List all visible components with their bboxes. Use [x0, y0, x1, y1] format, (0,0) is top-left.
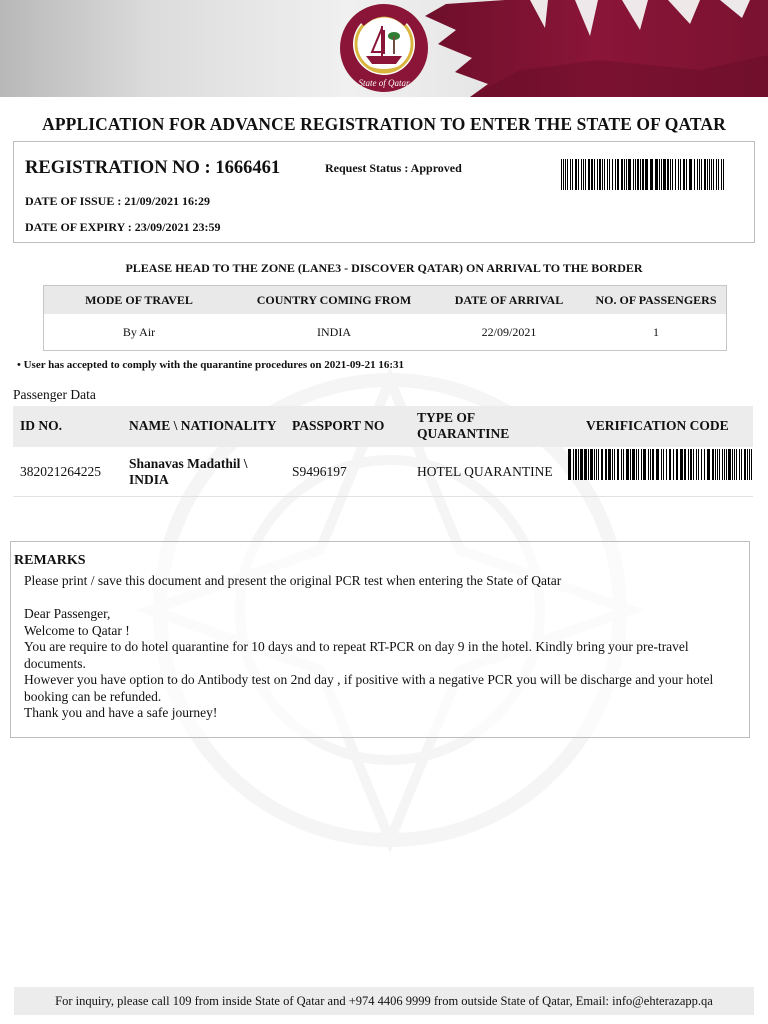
barcode-bar [628, 159, 631, 190]
barcode-bar [707, 159, 708, 190]
barcode-bar [661, 449, 662, 480]
barcode-bar [666, 449, 667, 480]
barcode-bar [680, 159, 681, 190]
barcode-bar [575, 449, 577, 480]
barcode-bar [749, 449, 750, 480]
barcode-bar [614, 449, 615, 480]
zone-notice: PLEASE HEAD TO THE ZONE (LANE3 - DISCOVER QATAR) ON ARRIVAL TO THE BORDER [125, 261, 643, 275]
barcode-bar [640, 159, 641, 190]
barcode-bar [678, 159, 679, 190]
barcode-bar [686, 159, 687, 190]
remarks-line: Please print / save this document and present the original PCR test when entering the State of Qatar [24, 573, 562, 588]
barcode-bar [718, 159, 719, 190]
barcode-bar [594, 449, 595, 480]
passenger-data-title: Passenger Data [13, 387, 96, 402]
quarantine-acceptance-note: • User has accepted to comply with the quarantine procedures on 2021-09-21 16:31 [17, 359, 405, 371]
barcode-bar [699, 159, 700, 190]
barcode-bar [581, 159, 582, 190]
barcode-bar [693, 449, 694, 480]
barcode-bar [626, 449, 629, 480]
barcode-bar [656, 449, 659, 480]
verification-barcode [568, 449, 752, 480]
remarks-box [10, 541, 750, 738]
travel-arrival-value: 22/09/2021 [481, 325, 537, 339]
barcode-bar [594, 159, 595, 190]
barcode-bar [599, 159, 601, 190]
barcode-bar [736, 449, 737, 480]
passenger-header-passport: PASSPORT NO [292, 418, 385, 433]
passenger-header-name: NAME \ NATIONALITY [129, 418, 277, 433]
barcode-bar [696, 449, 697, 480]
barcode-bar [609, 159, 610, 190]
barcode-bar [617, 449, 619, 480]
barcode-bar [580, 449, 583, 480]
passenger-quarantine-type: HOTEL QUARANTINE [417, 464, 553, 479]
barcode-bar [590, 449, 593, 480]
barcode-bar [704, 159, 706, 190]
registration-barcode [561, 159, 725, 190]
barcode-bar [650, 449, 651, 480]
barcode-bar [732, 449, 733, 480]
barcode-bar [643, 449, 646, 480]
passenger-header-verification: VERIFICATION CODE [586, 418, 729, 433]
travel-header-mode: MODE OF TRAVEL [85, 293, 193, 307]
barcode-bar [688, 449, 689, 480]
barcode-bar [591, 159, 593, 190]
barcode-bar [726, 449, 727, 480]
barcode-bar [690, 449, 692, 480]
travel-header-country: COUNTRY COMING FROM [256, 293, 412, 307]
barcode-bar [697, 159, 698, 190]
travel-mode-value: By Air [122, 325, 156, 339]
barcode-bar [717, 449, 718, 480]
barcode-bar [721, 159, 722, 190]
barcode-bar [751, 449, 752, 480]
barcode-bar [637, 159, 639, 190]
barcode-bar [712, 449, 714, 480]
barcode-bar [642, 159, 644, 190]
barcode-bar [565, 159, 566, 190]
barcode-bar [739, 449, 740, 480]
emblem-text: State of Qatar [358, 78, 410, 88]
travel-country-value: INDIA [317, 325, 351, 339]
barcode-bar [572, 159, 573, 190]
request-status: Request Status : Approved [325, 161, 462, 175]
remarks-line: Dear Passenger, [24, 606, 111, 621]
barcode-bar [638, 449, 639, 480]
barcode-bar [621, 159, 623, 190]
barcode-bar [597, 159, 598, 190]
barcode-bar [585, 159, 586, 190]
barcode-bar [655, 159, 658, 190]
barcode-bar [747, 449, 748, 480]
travel-header-arrival: DATE OF ARRIVAL [454, 293, 564, 307]
remarks-line: You are require to do hotel quarantine for 10 days and to repeat RT-PCR on day 9 in the hotel. Kindly bring your pre-travel documents. [24, 639, 689, 671]
barcode-bar [578, 159, 579, 190]
barcode-bar [596, 449, 597, 480]
barcode-bar [709, 159, 710, 190]
barcode-bar [676, 449, 678, 480]
barcode-bar [584, 449, 587, 480]
barcode-bar [684, 449, 686, 480]
barcode-bar [568, 449, 571, 480]
barcode-bar [724, 449, 725, 480]
barcode-bar [623, 449, 624, 480]
passenger-header-row [13, 406, 753, 447]
barcode-bar [669, 449, 671, 480]
barcode-bar [689, 159, 692, 190]
registration-box [13, 141, 755, 243]
barcode-bar [663, 159, 666, 190]
barcode-bar [630, 449, 631, 480]
barcode-bar [716, 159, 717, 190]
passenger-passport: S9496197 [292, 464, 347, 479]
remarks-line: Welcome to Qatar ! [24, 622, 130, 638]
barcode-bar [608, 449, 611, 480]
remarks-title: REMARKS [14, 553, 86, 568]
barcode-bar [632, 449, 635, 480]
barcode-bar [588, 449, 589, 480]
barcode-bar [659, 159, 660, 190]
barcode-bar [672, 159, 673, 190]
barcode-bar [567, 159, 568, 190]
registration-number: REGISTRATION NO : 1666461 [25, 158, 281, 178]
barcode-bar [744, 449, 746, 480]
remarks-line [24, 590, 740, 607]
footer-inquiry: For inquiry, please call 109 from inside State of Qatar and +974 4406 9999 from outside State of Qatar, Email: info@ehterazapp.qa [14, 987, 754, 1015]
travel-table [43, 285, 727, 351]
barcode-bar [633, 159, 634, 190]
barcode-bar [661, 159, 662, 190]
passenger-header-id: ID NO. [20, 418, 63, 433]
barcode-bar [607, 159, 608, 190]
barcode-bar [663, 449, 664, 480]
barcode-bar [723, 159, 724, 190]
barcode-bar [719, 449, 720, 480]
travel-header-passengers: NO. OF PASSENGERS [595, 293, 717, 307]
barcode-bar [704, 449, 705, 480]
barcode-bar [635, 159, 636, 190]
barcode-bar [641, 449, 642, 480]
barcode-bar [680, 449, 683, 480]
passenger-header-quarantine: TYPE OF QUARANTINE [417, 410, 510, 441]
barcode-bar [617, 159, 619, 190]
barcode-bar [624, 159, 625, 190]
date-of-issue: DATE OF ISSUE : 21/09/2021 16:29 [25, 194, 211, 208]
barcode-bar [713, 159, 714, 190]
barcode-bar [701, 449, 702, 480]
barcode-bar [621, 449, 622, 480]
barcode-bar [588, 159, 590, 190]
barcode-bar [598, 449, 599, 480]
barcode-bar [626, 159, 627, 190]
barcode-bar [605, 449, 607, 480]
barcode-bar [612, 449, 613, 480]
barcode-bar [722, 449, 723, 480]
barcode-bar [636, 449, 637, 480]
barcode-bar [578, 449, 579, 480]
barcode-bar [583, 159, 584, 190]
document-title: APPLICATION FOR ADVANCE REGISTRATION TO ENTER THE STATE OF QATAR [42, 114, 726, 134]
barcode-bar [707, 449, 710, 480]
barcode-bar [604, 159, 605, 190]
remarks-line: However you have option to do Antibody test on 2nd day , if positive with a negative PCR you will be discharge and your hotel booking can be refunded. [24, 672, 714, 704]
barcode-bar [728, 449, 731, 480]
barcode-bar [675, 159, 676, 190]
barcode-bar [561, 159, 562, 190]
barcode-bar [701, 159, 702, 190]
barcode-bar [673, 449, 674, 480]
barcode-bar [670, 159, 671, 190]
barcode-bar [602, 159, 603, 190]
barcode-bar [615, 159, 616, 190]
remarks-line: Thank you and have a safe journey! [24, 705, 218, 720]
barcode-bar [715, 449, 716, 480]
barcode-bar [741, 449, 742, 480]
barcode-bar [570, 159, 571, 190]
barcode-bar [612, 159, 613, 190]
barcode-bar [650, 159, 653, 190]
barcode-bar [648, 449, 649, 480]
barcode-bar [573, 449, 574, 480]
barcode-bar [667, 159, 669, 190]
barcode-bar [601, 449, 603, 480]
barcode-bar [563, 159, 564, 190]
barcode-bar [645, 159, 648, 190]
passenger-name-nationality: Shanavas Madathil \ INDIA [129, 456, 248, 487]
state-of-qatar-emblem [338, 2, 430, 94]
remarks-body [24, 573, 740, 722]
barcode-bar [575, 159, 577, 190]
barcode-bar [734, 449, 735, 480]
document-header [0, 0, 768, 97]
barcode-bar [652, 449, 654, 480]
travel-passengers-value: 1 [653, 325, 659, 339]
barcode-bar [694, 159, 695, 190]
barcode-bar [711, 159, 712, 190]
passenger-id: 382021264225 [20, 464, 101, 479]
barcode-bar [683, 159, 685, 190]
barcode-bar [698, 449, 699, 480]
date-of-expiry: DATE OF EXPIRY : 23/09/2021 23:59 [25, 220, 221, 234]
